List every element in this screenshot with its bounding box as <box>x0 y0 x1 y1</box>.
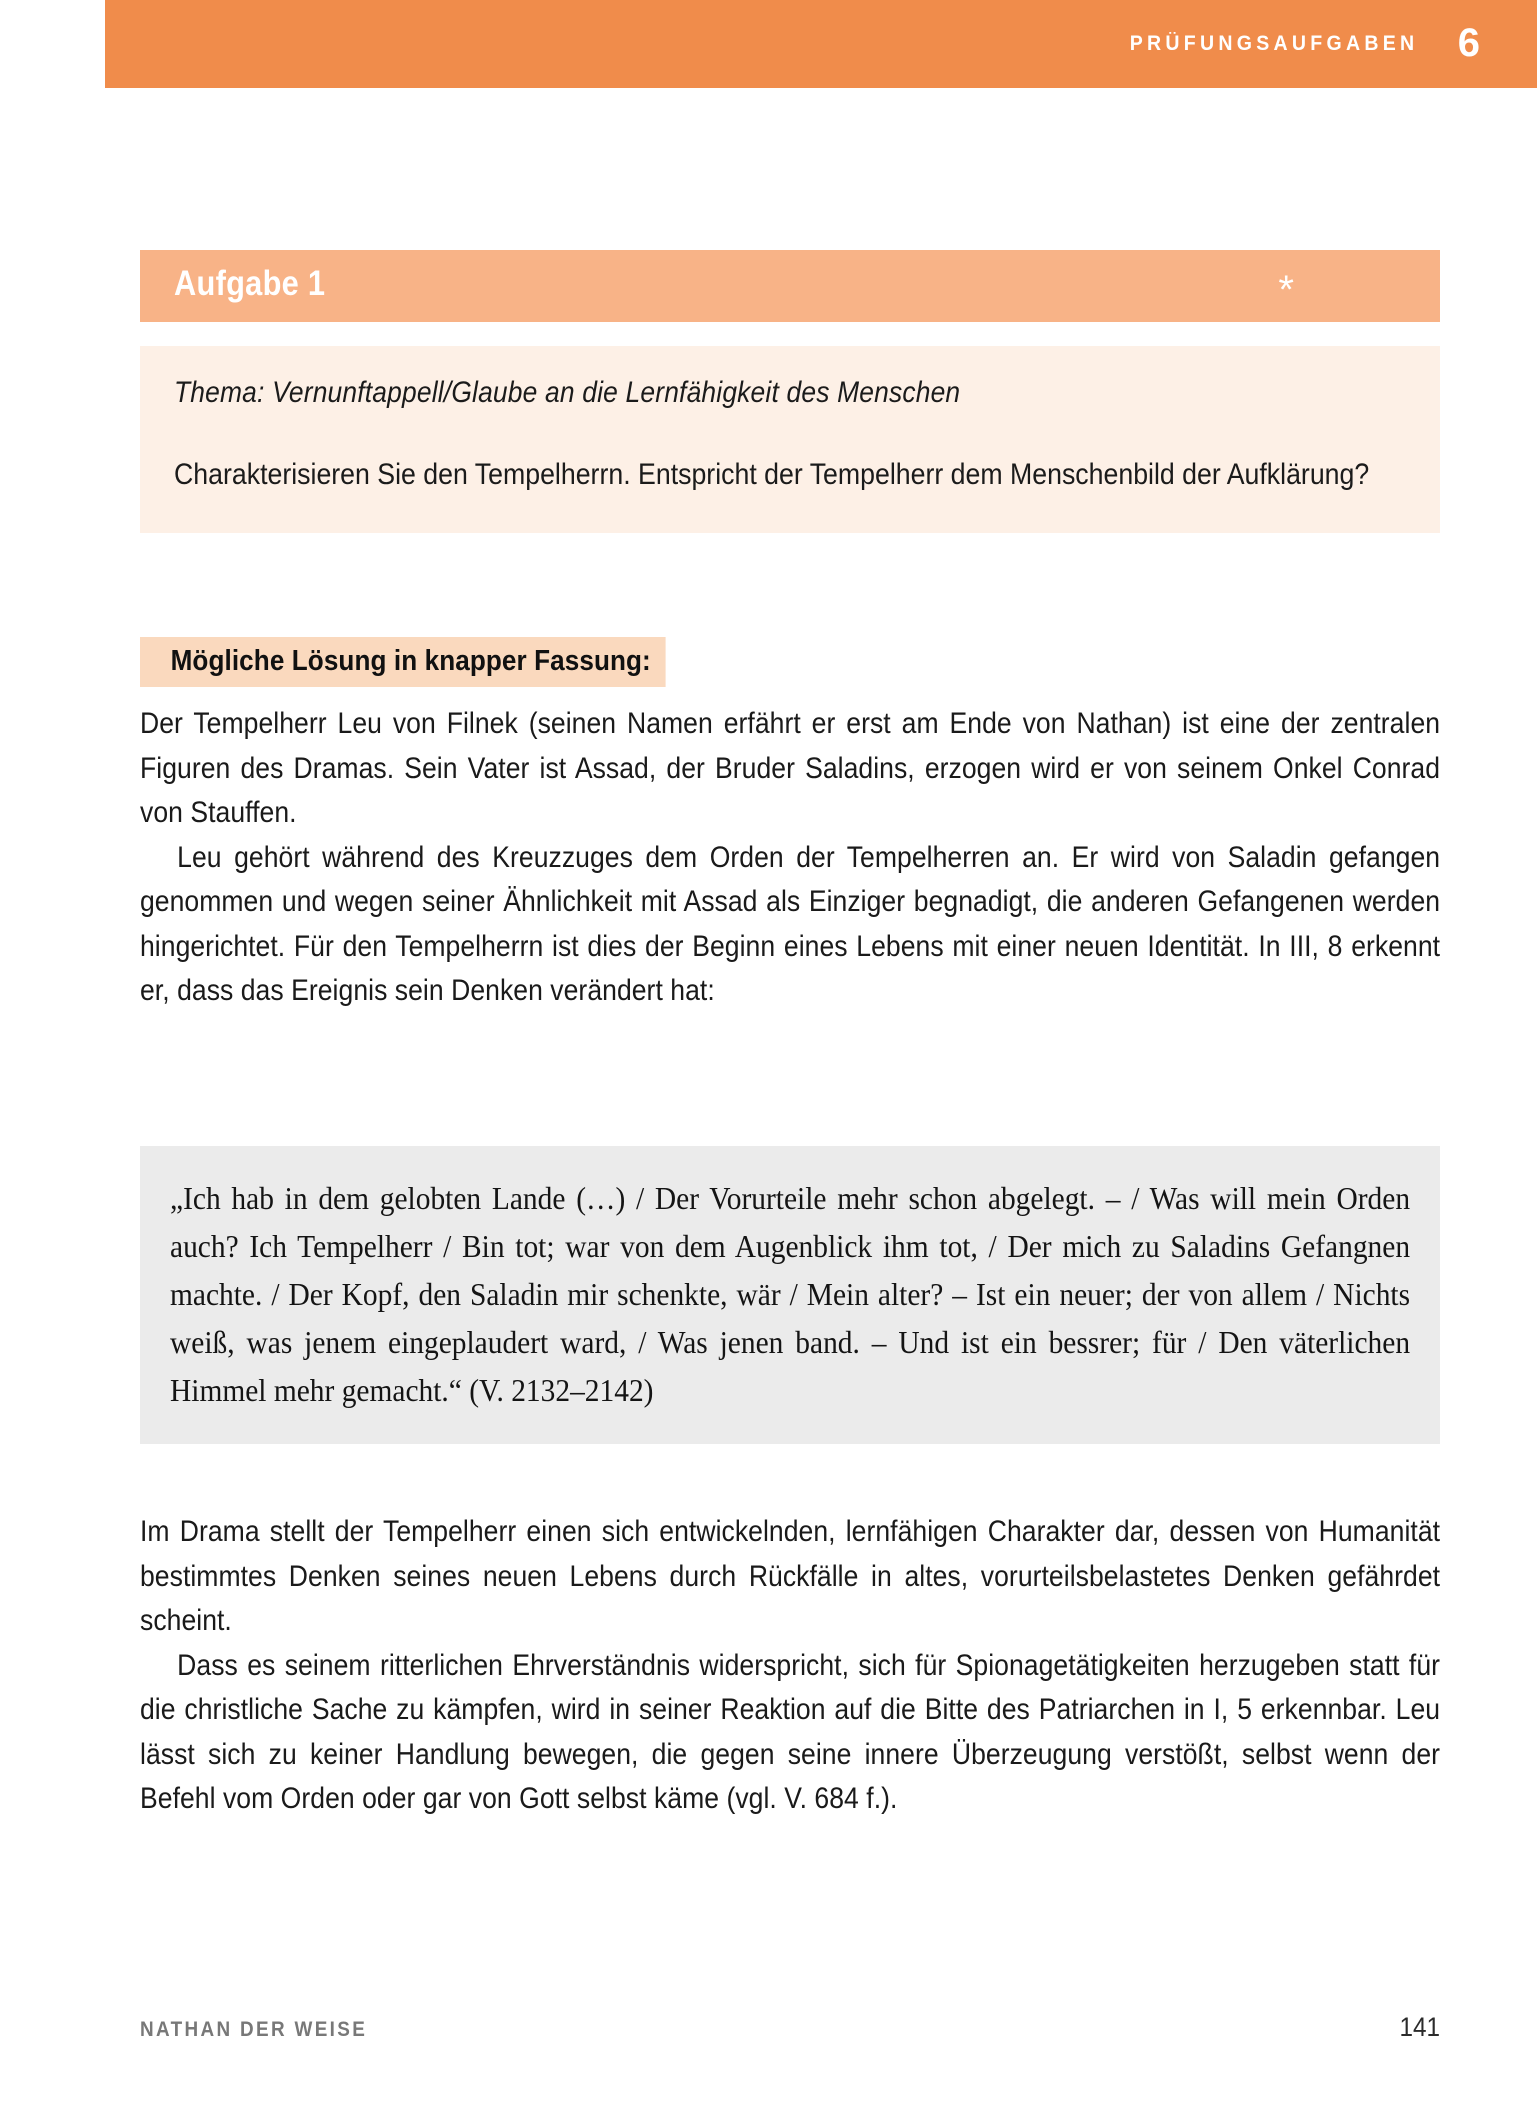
task-title: Aufgabe 1 <box>174 264 326 303</box>
task-statement-box <box>140 346 1440 533</box>
solution-heading-container <box>140 637 1440 687</box>
page-footer <box>140 2012 1440 2043</box>
solution-paragraph: Der Tempelherr Leu von Filnek (seinen Namen erfährt er erst am Ende von Nathan) ist eine der zentralen Figuren des Dramas. Sein Vater ist Assad, der Bruder Saladins, erzogen wird er von seinem Onkel Conrad von Stauffen. <box>140 707 1441 830</box>
conclusion-body <box>140 1510 1440 1822</box>
header-section-label: PRÜFUNGSAUFGABEN <box>1130 32 1419 55</box>
drama-quotation-box <box>140 1146 1440 1444</box>
solution-body <box>140 702 1440 1014</box>
drama-quotation-text: „Ich hab in dem gelobten Lande (…) / Der Vorurteile mehr schon abgelegt. – / Was will mein Orden auch? Ich Tempelherr / Bin tot; war von dem Augenblick ihm tot, / Der mich zu Saladins Gefangnen machte. / Der Kopf, den Saladin mir schenkte, wär / Mein alter? – Ist ein neuer; der von allem / Nichts weiß, was jenem eingeplaudert ward, / Was jenen band. – Und ist ein bessrer; für / Den väterlichen Himmel mehr gemacht.“ (V. 2132–2142) <box>170 1180 1411 1408</box>
header-chapter-number: 6 <box>1457 21 1480 65</box>
task-question-text: Charakterisieren Sie den Tempelherrn. Entspricht der Tempelherr dem Menschenbild der Aufklärung? <box>174 458 1370 491</box>
solution-heading: Mögliche Lösung in knapper Fassung: <box>140 637 665 687</box>
conclusion-paragraph: Im Drama stellt der Tempelherr einen sich entwickelnden, lernfähigen Charakter dar, dessen von Humanität bestimmtes Denken seines neuen Lebens durch Rückfälle in altes, vorurteilsbelastetes Denken gefährdet scheint. <box>140 1515 1441 1638</box>
solution-paragraph: Leu gehört während des Kreuzzuges dem Orden der Tempelherren an. Er wird von Saladin gefangen genommen und wegen seiner Ähnlichkeit mit Assad als Einziger begnadigt, die anderen Gefangenen werden hingerichtet. Für den Tempelherrn ist dies der Beginn eines Lebens mit einer neuen Identität. In III, 8 erkennt er, dass das Ereignis sein Denken verändert hat: <box>140 840 1441 1008</box>
task-title-bar: Aufgabe 1 * <box>140 250 1440 322</box>
footer-work-title: NATHAN DER WEISE <box>140 2018 368 2041</box>
footer-page-number: 141 <box>1399 2012 1440 2042</box>
page-header-bar <box>105 0 1537 88</box>
conclusion-paragraph: Dass es seinem ritterlichen Ehrverständnis widerspricht, sich für Spionagetätigkeiten herzugeben statt für die christliche Sache zu kämpfen, wird in seiner Reaktion auf die Bitte des Patriarchen in I, 5 erkennbar. Leu lässt sich zu keiner Handlung bewegen, die gegen seine innere Überzeugung verstößt, selbst wenn der Befehl vom Orden oder gar von Gott selbst käme (vgl. V. 684 f.). <box>140 1648 1441 1816</box>
task-theme-line: Thema: Vernunftappell/Glaube an die Lernfähigkeit des Menschen <box>174 376 961 409</box>
